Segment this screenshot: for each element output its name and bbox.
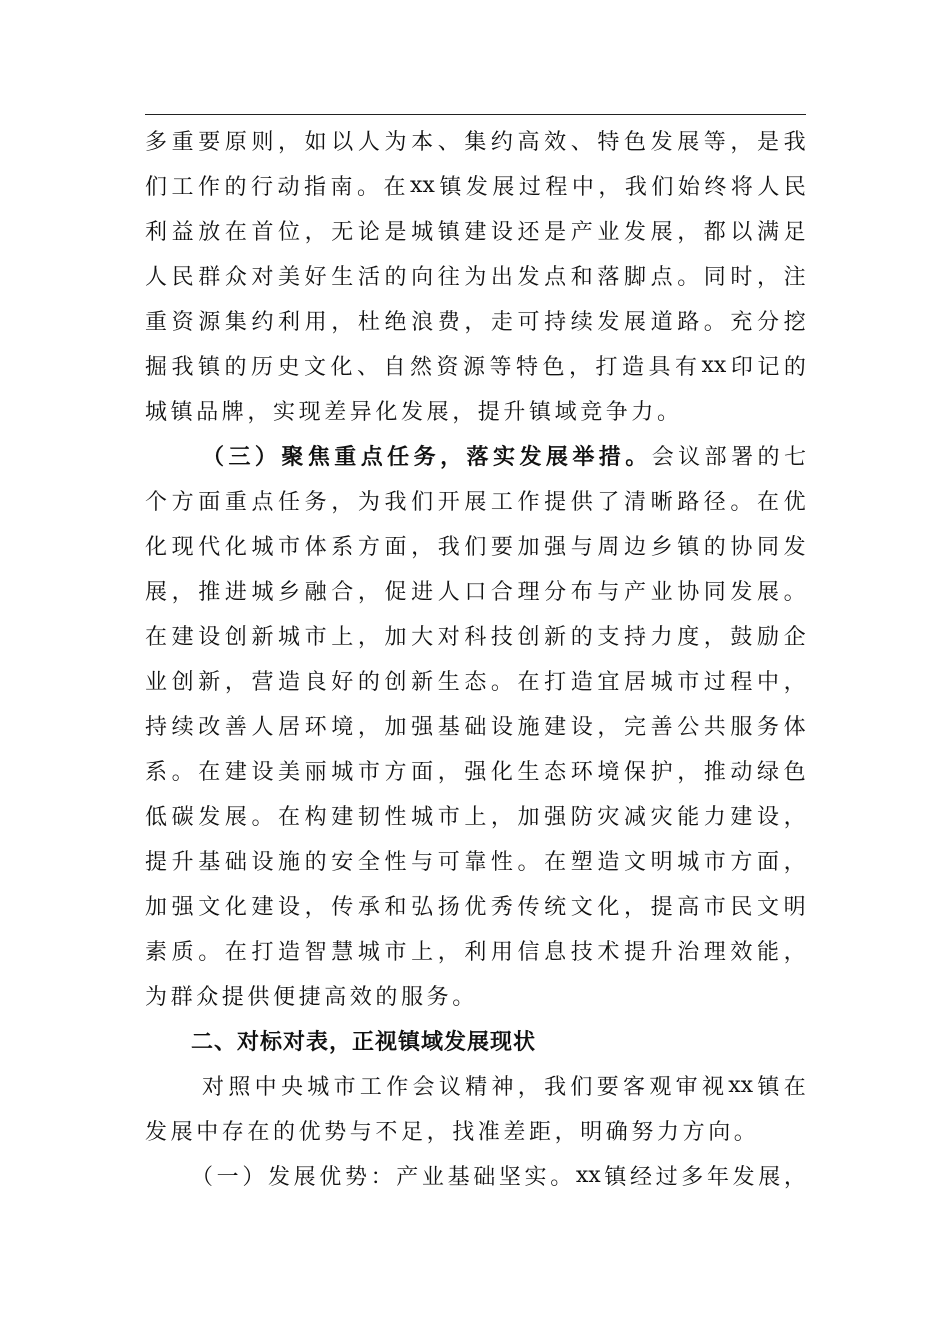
text-line: 系 。 在 建 设 美 丽 城 市 方 面 ， 强 化 生 态 环 境 保 护 ， 推 动 绿 色 <box>145 760 806 785</box>
text-line: 发展中存在的优势与不足，找准差距，明确努力方向。 <box>145 1120 760 1145</box>
text-line: 城镇品牌，实现差异化发展，提升镇域竞争力。 <box>145 400 683 425</box>
text-line: （ 三 ） 聚 焦 重 点 任 务 ， 落 实 发 展 举 措 。 会 议 部 署 的 七 <box>202 444 806 470</box>
text-line: 利 益 放 在 首 位 ， 无 论 是 城 镇 建 设 还 是 产 业 发 展 ， 都 以 满 足 <box>145 220 806 245</box>
text-line: 化 现 代 化 城 市 体 系 方 面 ， 我 们 要 加 强 与 周 边 乡 镇 的 协 同 发 <box>145 535 806 560</box>
text-line: 展 ， 推 进 城 乡 融 合 ， 促 进 人 口 合 理 分 布 与 产 业 协 同 发 展 。 <box>145 580 806 605</box>
text-line: 在 建 设 创 新 城 市 上 ， 加 大 对 科 技 创 新 的 支 持 力 度 ， 鼓 励 企 <box>145 625 806 650</box>
text-line: 们 工 作 的 行 动 指 南 。 在 xx 镇 发 展 过 程 中 ， 我 们 始 终 将 人 民 <box>145 173 806 200</box>
text-line: 对 照 中 央 城 市 工 作 会 议 精 神 ， 我 们 要 客 观 审 视 xx 镇 在 <box>202 1073 806 1100</box>
text-line: 多 重 要 原 则 ， 如 以 人 为 本 、 集 约 高 效 、 特 色 发 展 等 ， 是 我 <box>145 130 806 155</box>
section-heading: 二、对标对表，正视镇域发展现状 <box>191 1029 537 1055</box>
text-line: 提 升 基 础 设 施 的 安 全 性 与 可 靠 性 。 在 塑 造 文 明 城 市 方 面 ， <box>145 850 806 875</box>
text-line: 素 质 。 在 打 造 智 慧 城 市 上 ， 利 用 信 息 技 术 提 升 治 理 效 能 ， <box>145 940 806 965</box>
text-line: （ 一 ） 发 展 优 势 ： 产 业 基 础 坚 实 。 xx 镇 经 过 多 年 发 展 ， <box>191 1163 806 1190</box>
text-line: 个 方 面 重 点 任 务 ， 为 我 们 开 展 工 作 提 供 了 清 晰 路 径 。 在 优 <box>145 490 806 515</box>
text-line: 加 强 文 化 建 设 ， 传 承 和 弘 扬 优 秀 传 统 文 化 ， 提 高 市 民 文 明 <box>145 895 806 920</box>
text-line: 重 资 源 集 约 利 用 ， 杜 绝 浪 费 ， 走 可 持 续 发 展 道 路 。 充 分 挖 <box>145 310 806 335</box>
text-line: 低 碳 发 展 。 在 构 建 韧 性 城 市 上 ， 加 强 防 灾 减 灾 能 力 建 设 ， <box>145 805 806 830</box>
text-line: 人 民 群 众 对 美 好 生 活 的 向 往 为 出 发 点 和 落 脚 点 。 同 时 ， 注 <box>145 265 806 290</box>
text-line: 业 创 新 ， 营 造 良 好 的 创 新 生 态 。 在 打 造 宜 居 城 市 过 程 中 ， <box>145 670 806 695</box>
body-text <box>145 118 806 1198</box>
header-rule <box>145 114 806 115</box>
text-line: 掘 我 镇 的 历 史 文 化 、 自 然 资 源 等 特 色 ， 打 造 具 有 xx 印 记 的 <box>145 353 806 380</box>
text-line: 为群众提供便捷高效的服务。 <box>145 985 478 1010</box>
text-line: 持 续 改 善 人 居 环 境 ， 加 强 基 础 设 施 建 设 ， 完 善 公 共 服 务 体 <box>145 715 806 740</box>
